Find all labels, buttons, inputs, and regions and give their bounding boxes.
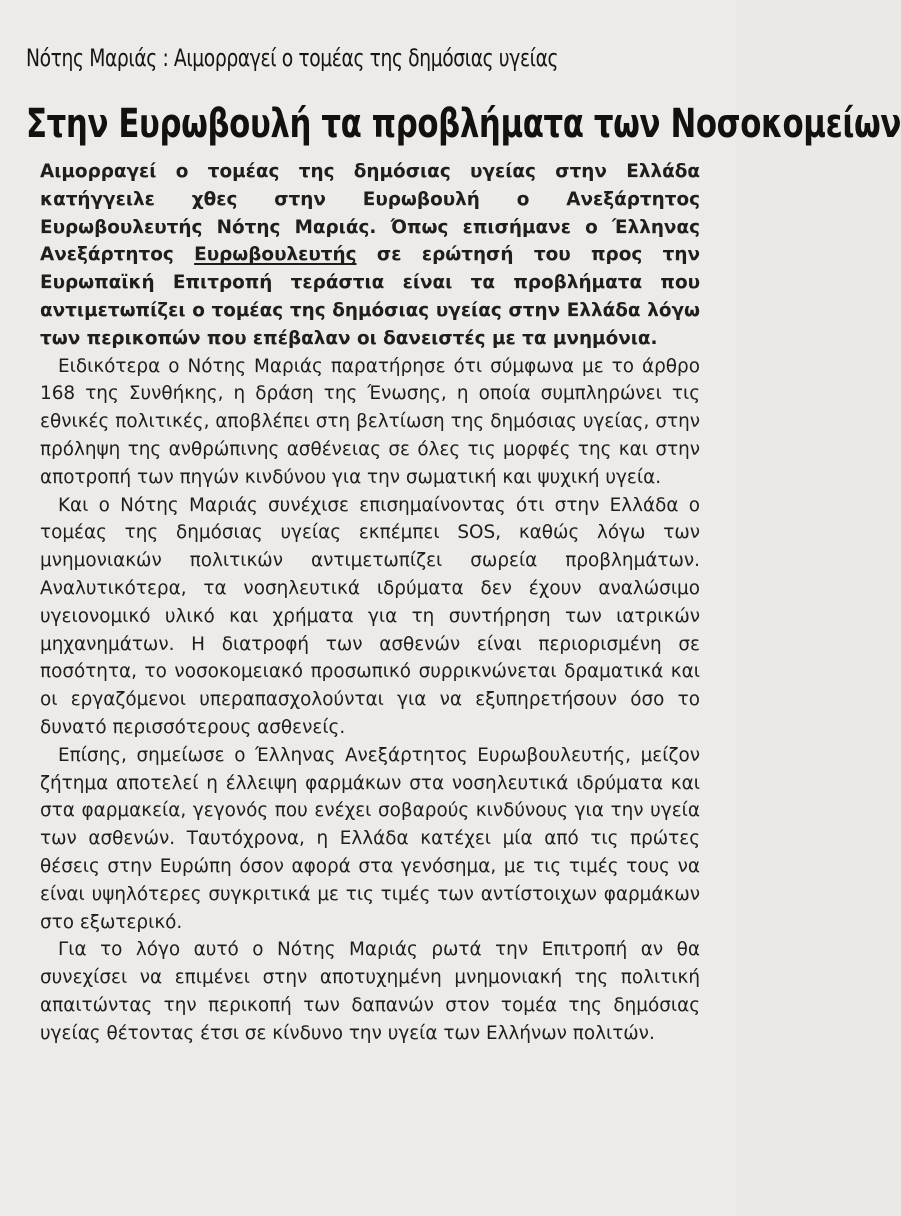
paragraph-1: Ειδικότερα ο Νότης Μαριάς παρατήρησε ότι σύμφωνα με το άρθρο 168 της Συνθήκης, η δράση της Ένωσης, η οποία συμπληρώνει τις εθνικές πολιτικές, αποβλέπει στη βελτίωση της δημόσιας υγείας, στην πρόληψη της ανθρώπινης ασθένειας σε όλες τις μορφές της και στην αποτροπή των πηγών κινδύνου για την σωματική και ψυχική υγεία. (40, 355, 700, 488)
paragraph-4: Για το λόγο αυτό ο Νότης Μαριάς ρωτά την Επιτροπή αν θα συνεχίσει να επιμένει στην αποτυχημένη μνημονιακή της πολιτική απαιτώντας την περικοπή των δαπανών στον τομέα της δημόσιας υγείας θέτοντας έτσι σε κίνδυνο την υγεία των Ελλήνων πολιτών. (40, 939, 700, 1044)
paragraph-3: Επίσης, σημείωσε ο Έλληνας Ανεξάρτητος Ευρωβουλευτής, μείζον ζήτημα αποτελεί η έλλειψη φαρμάκων στα νοσηλευτικά ιδρύματα και στα φαρμακεία, γεγονός που ενέχει σοβαρούς κινδύνους για την υγεία των ασθενών. Ταυτόχρονα, η Ελλάδα κατέχει μία από τις πρώτες θέσεις στην Ευρώπη όσον αφορά στα γενόσημα, με τις τιμές τους να είναι υψηλότερες συγκριτικά με τις τιμές των αντίστοιχων φαρμάκων στο εξωτερικό. (40, 744, 700, 933)
article-kicker: Νότης Μαριάς : Αιμορραγεί ο τομέας της δημόσιας υγείας (26, 44, 559, 72)
article-lede (40, 158, 700, 353)
lede-text-start: Αιμορραγεί ο τομέας της δημόσιας υγείας στην Ελλάδα κατήγγειλε χθες στην Ευρωβουλή ο Ανεξάρτητος Ευρωβουλευτής Νότης Μαριάς. Όπως επισήμανε ο Έλληνας Ανεξάρτητος (40, 161, 700, 266)
article-body (40, 158, 700, 1048)
lede-underlined-word: Ευρωβουλευτής (194, 244, 357, 266)
paragraph-2: Και ο Νότης Μαριάς συνέχισε επισημαίνοντας ότι στην Ελλάδα ο τομέας της δημόσιας υγείας εκπέμπει SOS, καθώς λόγω των μνημονιακών πολιτικών αντιμετωπίζει σωρεία προβλημάτων. Αναλυτικότερα, τα νοσηλευτικά ιδρύματα δεν έχουν αναλώσιμο υγειονομικό υλικό και χρήματα για τη συντήρηση των ιατρικών μηχανημάτων. Η διατροφή των ασθενών είναι περιορισμένη σε ποσότητα, το νοσοκομειακό προσωπικό συρρικνώνεται δραματικά και οι εργαζόμενοι υπεραπασχολούνται για να εξυπηρετήσουν όσο το δυνατό περισσότερους ασθενείς. (40, 494, 700, 738)
article-headline: Στην Ευρωβουλή τα προβλήματα των Νοσοκομείων (26, 101, 901, 147)
lede-text-end: σε ερώτησή του προς την Ευρωπαϊκή Επιτροπή τεράστια είναι τα προβλήματα που αντιμετωπίζει ο τομέας της δημόσιας υγείας στην Ελλάδα λόγω των περικοπών που επέβαλαν οι δανειστές με τα μνημόνια. (40, 244, 700, 349)
